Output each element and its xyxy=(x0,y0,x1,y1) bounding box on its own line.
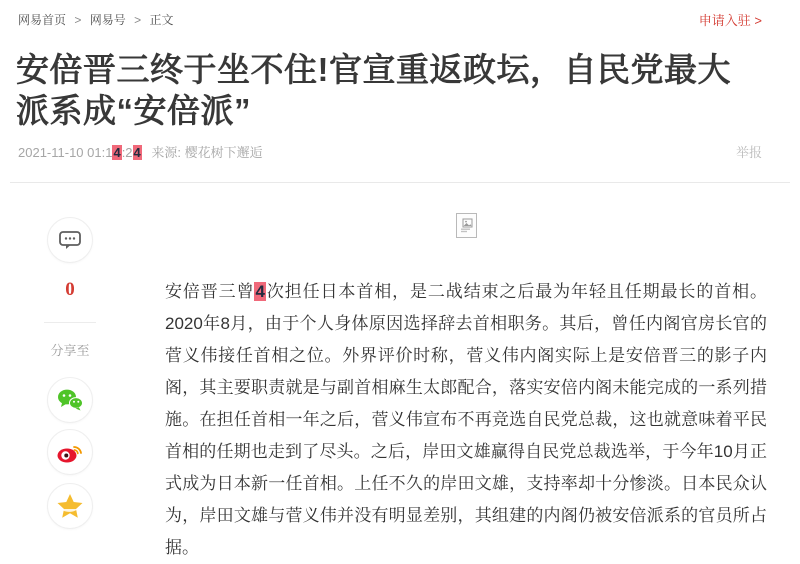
breadcrumb-separator: > xyxy=(74,13,82,27)
share-wechat-button[interactable] xyxy=(47,377,93,423)
share-to-label: 分享至 xyxy=(50,343,90,358)
source-link[interactable]: 樱花树下邂逅 xyxy=(184,145,263,160)
article-main xyxy=(165,190,767,564)
source-label: 来源: xyxy=(151,145,182,160)
content-area xyxy=(0,190,800,564)
search-highlight: 4 xyxy=(133,145,141,160)
breadcrumb-home[interactable]: 网易首页 xyxy=(18,13,67,27)
share-weibo-button[interactable] xyxy=(47,429,93,475)
weibo-icon xyxy=(56,440,84,464)
comment-button[interactable] xyxy=(47,217,93,263)
publish-time: 2021-11-10 01:14:24 xyxy=(18,145,141,160)
breadcrumb-separator: > xyxy=(134,13,142,27)
breadcrumb-wangyihao[interactable]: 网易号 xyxy=(89,13,126,27)
report-link[interactable]: 举报 xyxy=(735,145,762,160)
search-highlight: 4 xyxy=(113,145,121,160)
comment-bubble-icon xyxy=(58,229,82,251)
apply-to-join-link[interactable]: 申请入驻 > xyxy=(698,13,762,28)
share-qzone-button[interactable] xyxy=(47,483,93,529)
breadcrumb xyxy=(18,11,173,28)
header-divider xyxy=(10,182,790,183)
sidebar-divider xyxy=(44,322,96,323)
share-sidebar xyxy=(16,190,124,564)
broken-image-placeholder xyxy=(456,213,477,238)
star-icon xyxy=(56,493,84,519)
top-bar xyxy=(0,0,800,29)
search-highlight: 4 xyxy=(255,282,265,301)
article-meta xyxy=(18,145,784,161)
wechat-icon xyxy=(56,388,84,412)
comment-count: 0 xyxy=(65,279,75,300)
breadcrumb-current: 正文 xyxy=(149,13,174,27)
article-paragraph: 安倍晋三曾4次担任日本首相，是二战结束之后最为年轻且任期最长的首相。2020年8月，由于个人身体原因选择辞去首相职务。其后，曾任内阁官房长官的菅义伟接任首相之位。外界评价时称，菅义伟内阁实际上是安倍晋三的影子内阁，其主要职责就是与副首相麻生太郎配合，落实安倍内阁未能完成的一系列措施。在担任首相一年之后，菅义伟宣布不再竞选自民党总裁，这也就意味着平民首相的任期也走到了尽头。之后，岸田文雄赢得自民党总裁选举，于今年10月正式成为日本新一任首相。上任不久的岸田文雄，支持率却十分惨淡。日本民众认为，岸田文雄与菅义伟并没有明显差别，其组建的内阁仍被安倍派系的官员所占据。 xyxy=(165,282,768,557)
article-title: 安倍晋三终于坐不住!官宣重返政坛，自民党最大派系成“安倍派” xyxy=(16,51,731,129)
